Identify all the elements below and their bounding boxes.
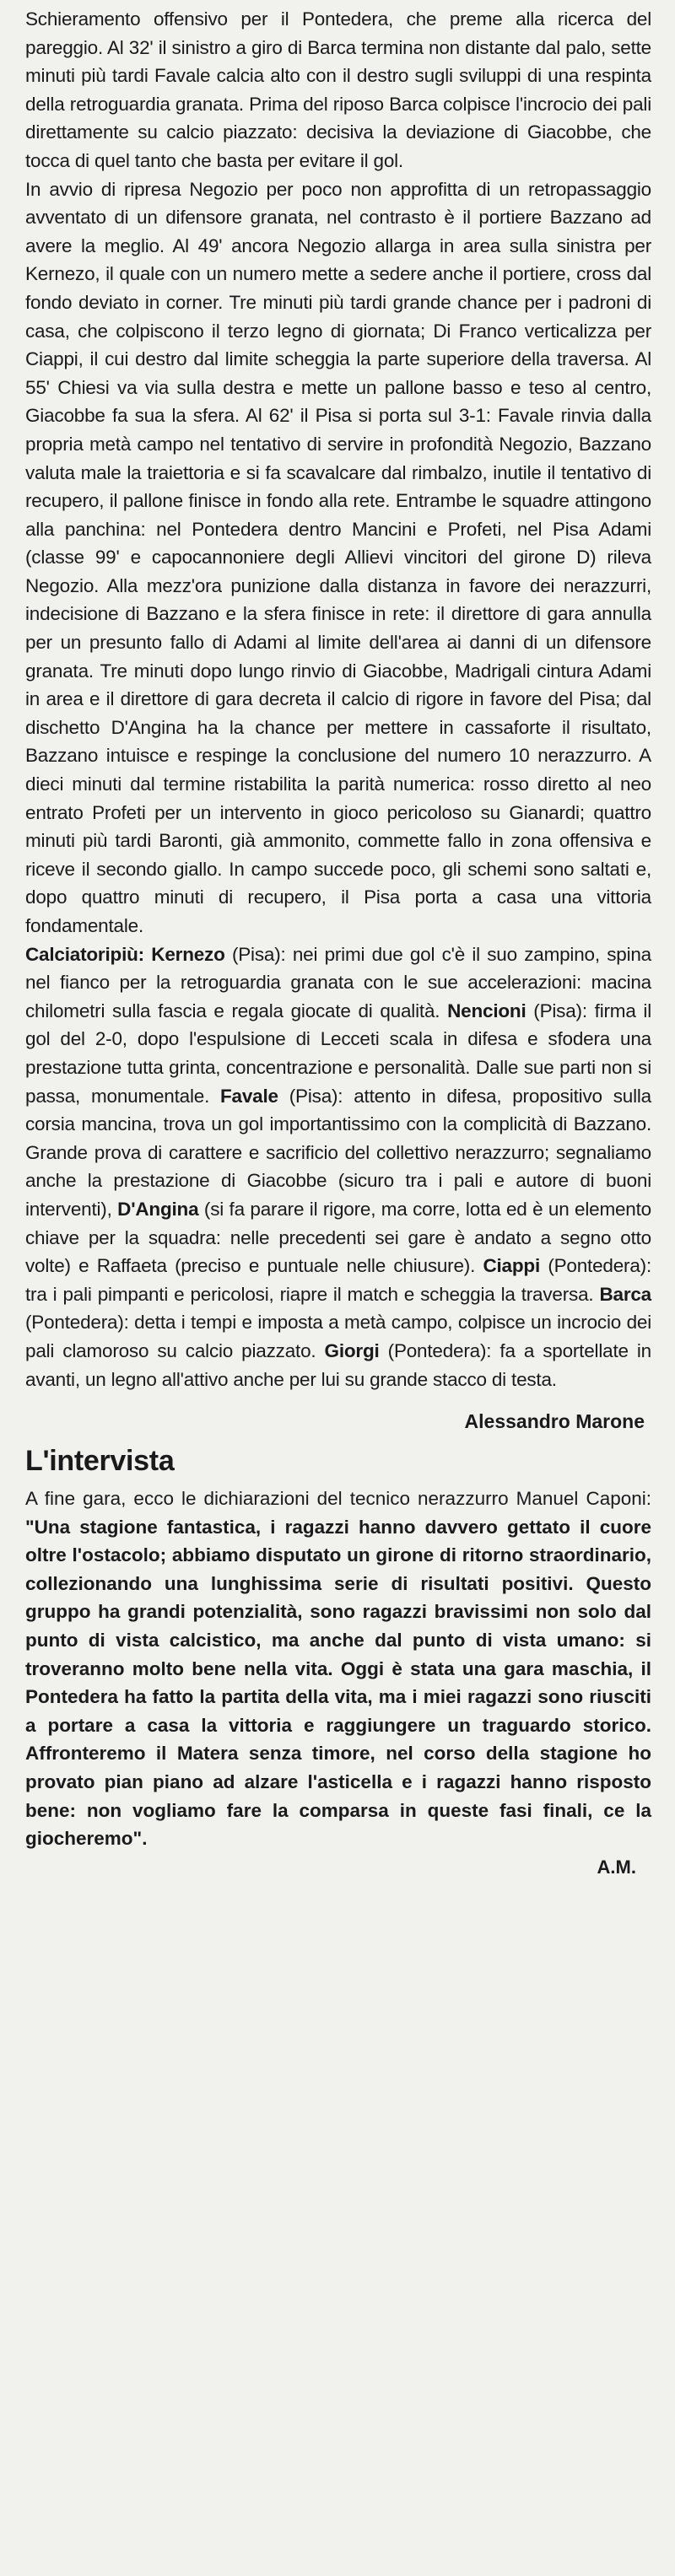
interview-quote: "Una stagione fantastica, i ragazzi hanno davvero gettato il cuore oltre l'ostacolo; abbiamo disputato un girone di ritorno straordinario, collezionando una lunghissima serie di risultati positivi. Questo gruppo ha grandi potenzialità, sono ragazzi bravissimi non solo dal punto di vista calcistico, ma anche dal punto di vista umano: si troveranno molto bene nella vita. Oggi è stata una gara maschia, il Pontedera ha fatto la partita della vita, ma i miei ragazzi sono riusciti a portare a casa la vittoria e raggiungere un traguardo storico. Affronteremo il Matera senza timore, nel corso della stagione ho provato pian piano ad alzare l'asticella e i ragazzi hanno risposto bene: non vogliamo fare la comparsa in queste fasi finali, ce la giocheremo". <box>25 1516 651 1850</box>
article-paragraph-first-half: Schieramento offensivo per il Pontedera, che preme alla ricerca del pareggio. Al 32' il sinistro a giro di Barca termina non distante dal palo, sette minuti più tardi Favale calcia alto con il destro sugli sviluppi di una respinta della retroguardia granata. Prima del riposo Barca colpisce l'incrocio dei pali direttamente su calcio piazzato: decisiva la deviazione di Giacobbe, che tocca di quel tanto che basta per evitare il gol. <box>25 8 651 171</box>
rating-name-favale: Favale <box>220 1085 278 1107</box>
rating-text-dangina: (si fa parare il rigore, ma corre, lotta ed è un elemento chiave per la squadra: nelle precedenti sei gare è andato a segno otto volte) e Raffaeta (preciso e puntuale nelle chiusure). <box>25 1198 651 1277</box>
rating-name-barca: Barca <box>599 1283 651 1305</box>
rating-name-dangina: D'Angina <box>117 1198 199 1220</box>
player-ratings <box>25 940 651 1394</box>
rating-text-giorgi: (Pontedera): fa a sportellate in avanti, un legno all'attivo anche per lui su grande stacco di testa. <box>25 1339 651 1390</box>
author-signature: Alessandro Marone <box>464 1410 645 1433</box>
rating-name-nencioni: Nencioni <box>447 1000 526 1021</box>
rating-text-favale: (Pisa): attento in difesa, propositivo sulla corsia mancina, trova un gol importantissimo con la complicità di Bazzano. Grande prova di carattere e sacrificio del collettivo nerazzurro; segnaliamo anche la prestazione di Giacobbe (sicuro tra i pali e autore di buoni interventi), <box>25 1085 651 1220</box>
rating-name-kernezo: Kernezo <box>151 943 225 965</box>
rating-text-kernezo: (Pisa): nei primi due gol c'è il suo zampino, spina nel fianco per la retroguardia granata con le sue accelerazioni: macina chilometri sulla fascia e regala giocate di qualità. <box>25 943 651 1021</box>
interview-initials: A.M. <box>597 1856 636 1878</box>
rating-text-barca: (Pontedera): detta i tempi e imposta a metà campo, colpisce un incrocio dei pali clamoroso su calcio piazzato. <box>25 1312 651 1361</box>
article-column <box>25 5 651 1880</box>
rating-text-nencioni: (Pisa): firma il gol del 2-0, dopo l'espulsione di Lecceti scala in difesa e sfodera una prestazione tutta grinta, concentrazione e personalità. Dalle sue parti non si passa, monumentale. <box>25 1000 651 1107</box>
rating-name-giorgi: Giorgi <box>324 1339 380 1361</box>
interview-heading: L'intervista <box>25 1445 175 1478</box>
ratings-lead: Calciatoripiù: <box>25 943 144 965</box>
rating-name-ciappi: Ciappi <box>483 1255 541 1277</box>
interview-body <box>25 1485 651 1853</box>
rating-text-ciappi: (Pontedera): tra i pali pimpanti e pericolosi, riapre il match e scheggia la traversa. <box>25 1255 651 1305</box>
interview-intro: A fine gara, ecco le dichiarazioni del tecnico nerazzurro Manuel Caponi: <box>25 1488 651 1510</box>
article-paragraph-second-half: In avvio di ripresa Negozio per poco non approfitta di un retropassaggio avventato di un difensore granata, nel contrasto è il portiere Bazzano ad avere la meglio. Al 49' ancora Negozio allarga in area sulla sinistra per Kernezo, il quale con un numero mette a sedere anche il portiere, cross dal fondo deviato in corner. Tre minuti più tardi grande chance per i padroni di casa, che colpiscono il terzo legno di giornata; Di Franco verticalizza per Ciappi, il cui destro dal limite scheggia la parte superiore della traversa. Al 55' Chiesi va via sulla destra e mette un pallone basso e teso al centro, Giacobbe fa sua la sfera. Al 62' il Pisa si porta sul 3-1: Favale rinvia dalla propria metà campo nel tentativo di servire in profondità Negozio, Bazzano valuta male la traiettoria e si fa scavalcare dal rimbalzo, inutile il tentativo di recupero, il pallone finisce in fondo alla rete. Entrambe le squadre attingono alla panchina: nel Pontedera dentro Mancini e Profeti, nel Pisa Adami (classe 99' e capocannoniere degli Allievi vincitori del girone D) rileva Negozio. Alla mezz'ora punizione dalla distanza in favore dei nerazzurri, indecisione di Bazzano e la sfera finisce in rete: il direttore di gara annulla per un presunto fallo di Adami al limite dell'area ai danni di un difensore granata. Tre minuti dopo lungo rinvio di Giacobbe, Madrigali cintura Adami in area e il direttore di gara decreta il calcio di rigore in favore del Pisa; dal dischetto D'Angina ha la chance per mettere in cassaforte il risultato, Bazzano intuisce e respinge la conclusione del numero 10 nerazzurro. A dieci minuti dal termine ristabilita la parità numerica: rosso diretto al neo entrato Profeti per un intervento in gioco pericoloso su Gianardi; quattro minuti più tardi Baronti, già ammonito, commette fallo in zona offensiva e riceve il secondo giallo. In campo succede poco, gli schemi sono saltati e, dopo quattro minuti di recupero, il Pisa porta a casa una vittoria fondamentale. <box>25 178 651 936</box>
